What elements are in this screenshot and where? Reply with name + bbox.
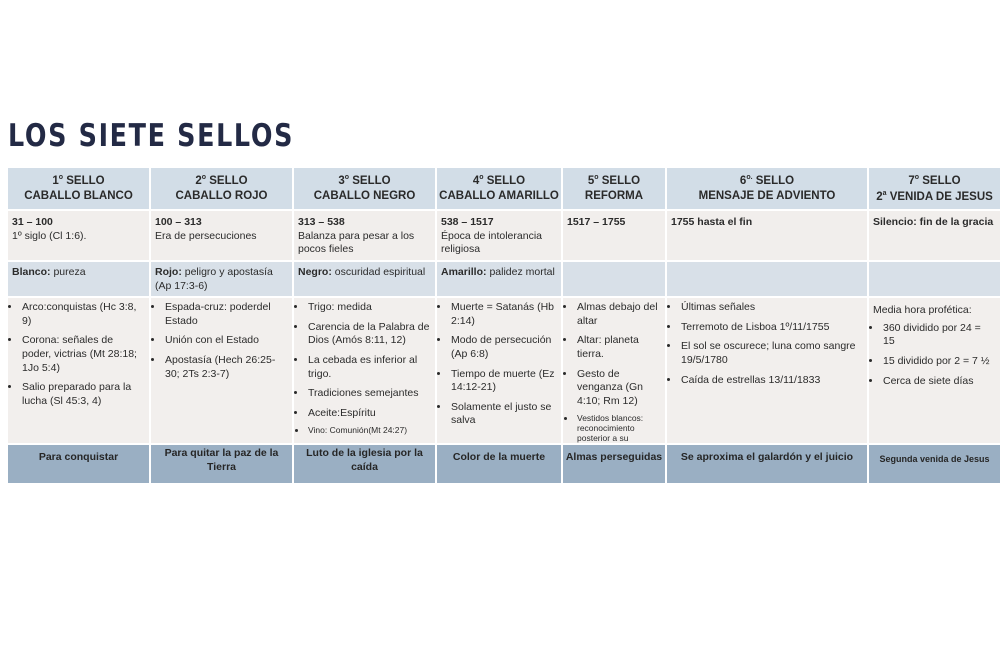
seal-word: SELLO [601,174,641,187]
seal-summary: Para quitar la paz de la Tierra [151,445,292,483]
symbols-intro: Media hora profética: [873,304,972,316]
seal-symbols [294,298,435,443]
symbol-item: • Salio preparado para la lucha (Sl 45:3, 4) [21,381,144,408]
period-range: 538 – 1517 [441,216,494,228]
seal-header [294,168,435,209]
symbol-item: • La cebada es inferior al trigo. [307,354,430,381]
seal-color [294,262,435,296]
seal-name-line [437,189,561,204]
period-range: Silencio: fin de la gracia [873,216,994,228]
symbol-item: • Altar: planeta tierra. [576,334,660,361]
color-label: Blanco: [12,266,51,278]
seal-color [563,262,665,296]
seal-color [8,262,149,296]
seal-number: 5 [587,174,595,187]
seal-summary: Se aproxima el galardón y el juicio [667,445,867,483]
seal-header [667,168,867,209]
seal-ordinal: o [58,174,64,181]
symbol-item: • Caída de estrellas 13/11/1833 [680,374,862,388]
symbols-list [671,301,862,387]
symbol-item: • Tradiciones semejantes [307,387,430,401]
seal-word: SELLO [755,174,795,187]
period-detail: Era de persecuciones [155,229,257,242]
seal-header [151,168,292,209]
seal-symbols [8,298,149,443]
symbol-item: • Unión con el Estado [164,334,287,348]
seal-number-line [8,173,149,189]
symbol-item: • Apostasía (Hech 26:25-30; 2Ts 2:3-7) [164,354,287,381]
seal-word: SELLO [66,174,105,187]
seals-table [8,168,992,475]
seal-summary: Color de la muerte [437,445,561,483]
seal-name: CABALLO NEGRO [313,189,416,202]
seal-number-line [667,173,867,189]
seal-period [869,211,1000,260]
seal-name: CABALLO ROJO [175,189,268,202]
page-title: LOS SIETE SELLOS [8,118,295,154]
seal-name-line [563,189,665,204]
seal-ordinal: o [479,174,484,181]
symbol-item: • Corona: señales de poder, victrias (Mt 28:18; 1Jo 5:4) [21,334,144,375]
seal-name: CABALLO AMARILLO [439,189,559,202]
color-meaning: peligro y apostasía (Ap 17:3-6) [155,266,273,292]
symbol-item: • Cerca de siete días [882,375,995,389]
seal-header [869,168,1000,209]
symbols-list [567,301,660,454]
seal-period [437,211,561,260]
seal-ordinal: o [914,174,920,181]
symbol-item-small: • Vino: Comunión(Mt 24:27) [307,426,430,436]
seal-name: REFORMA [584,189,644,202]
period-range: 100 – 313 [155,216,202,228]
color-meaning: oscuridad espiritual [334,266,426,278]
seal-color [151,262,292,296]
symbol-item: • El sol se oscurece; luna como sangre 19/5/1780 [680,340,862,367]
seal-number-line [294,173,435,189]
seal-header [8,168,149,209]
seal-name-line [294,189,435,204]
symbol-item: • Aceite:Espíritu [307,407,430,421]
symbols-list [873,322,995,389]
seal-number-line [437,173,561,189]
color-meaning: pureza [53,266,86,278]
color-label: Negro: [298,266,332,278]
seal-symbols [563,298,665,443]
seal-summary: Para conquistar [8,445,149,483]
seal-name: CABALLO BLANCO [24,189,133,202]
seal-summary: Luto de la iglesia por la caída [294,445,435,483]
seal-number: 3 [338,174,345,187]
seal-color [667,262,867,296]
seal-header [563,168,665,209]
seal-symbols [869,298,1000,443]
symbol-item: • Gesto de venganza (Gn 4:10; Rm 12) [576,368,660,409]
color-label: Rojo: [155,266,182,278]
seal-period [294,211,435,260]
seal-color [869,262,1000,296]
seal-number: 2 [195,174,202,187]
seal-period [8,211,149,260]
seal-name: VENIDA DE JESUS [889,190,993,203]
seal-name-number: 2 [876,190,883,203]
seal-number-line [563,173,665,189]
color-meaning: palidez mortal [489,266,555,278]
seal-word: SELLO [352,174,391,187]
symbol-item: • 15 dividido por 2 = 7 ½ [882,355,995,369]
seal-ordinal: o [201,174,207,181]
period-detail: Balanza para pesar a los pocos fieles [298,229,415,256]
symbol-item: • Carencia de la Palabra de Dios (Amós 8:11, 12) [307,321,430,348]
seal-word: SELLO [209,174,248,187]
seal-summary: Segunda venida de Jesus [869,445,1000,483]
seal-name-line [8,189,149,204]
symbols-list [155,301,287,381]
period-detail: Época de intolerancia religiosa [441,229,542,256]
symbol-item: • Espada-cruz: poderdel Estado [164,301,287,328]
period-range: 1517 – 1755 [567,216,626,228]
seal-period [151,211,292,260]
seal-number-line [869,173,1000,189]
seal-number: 4 [472,174,480,187]
seal-ordinal: o. [746,174,753,181]
symbol-item: • 360 dividido por 24 = 15 [882,322,995,349]
period-range: 313 – 538 [298,216,345,228]
seal-period [667,211,867,260]
seal-name-line [869,189,1000,205]
seal-summary: Almas perseguidas [563,445,665,483]
seal-symbols [667,298,867,443]
seal-ordinal: o [594,174,599,181]
seal-number-line [151,173,292,189]
seal-ordinal: o [344,174,350,181]
period-range: 1755 hasta el fin [671,216,753,228]
symbols-list [12,301,144,408]
period-range: 31 – 100 [12,216,53,228]
symbol-item: • Arco:conquistas (Hc 3:8, 9) [21,301,144,328]
symbol-item: • Trigo: medida [307,301,430,315]
symbol-item-small: • Vestidos blancos: reconocimiento posterior a su [576,414,660,453]
seal-period [563,211,665,260]
symbol-item: • Almas debajo del altar [576,301,660,328]
seal-number: 7 [908,174,915,187]
seal-number: 1 [52,174,59,187]
seal-word: SELLO [922,174,961,187]
seal-name-line [151,189,292,204]
symbol-item: • Tiempo de muerte (Ez 14:12-21) [450,368,556,395]
seal-name-ordinal: a [882,189,887,197]
symbol-item: • Muerte = Satanás (Hb 2:14) [450,301,556,328]
symbol-item: • Modo de persecución (Ap 6:8) [450,334,556,361]
period-detail: 1º siglo (Cl 1:6). [12,229,87,242]
symbols-list [298,301,430,436]
seal-name: MENSAJE DE ADVIENTO [698,189,836,202]
seal-name-line [667,189,867,204]
seal-word: SELLO [486,174,526,187]
color-label: Amarillo: [441,266,487,278]
symbol-item: • Últimas señales [680,301,862,315]
symbols-list [441,301,556,428]
seal-number: 6 [739,174,747,187]
seal-symbols [151,298,292,443]
symbol-item: • Terremoto de Lisboa 1º/11/1755 [680,321,862,335]
seal-header [437,168,561,209]
seal-color [437,262,561,296]
seal-symbols [437,298,561,443]
symbol-item: • Solamente el justo se salva [450,401,556,428]
